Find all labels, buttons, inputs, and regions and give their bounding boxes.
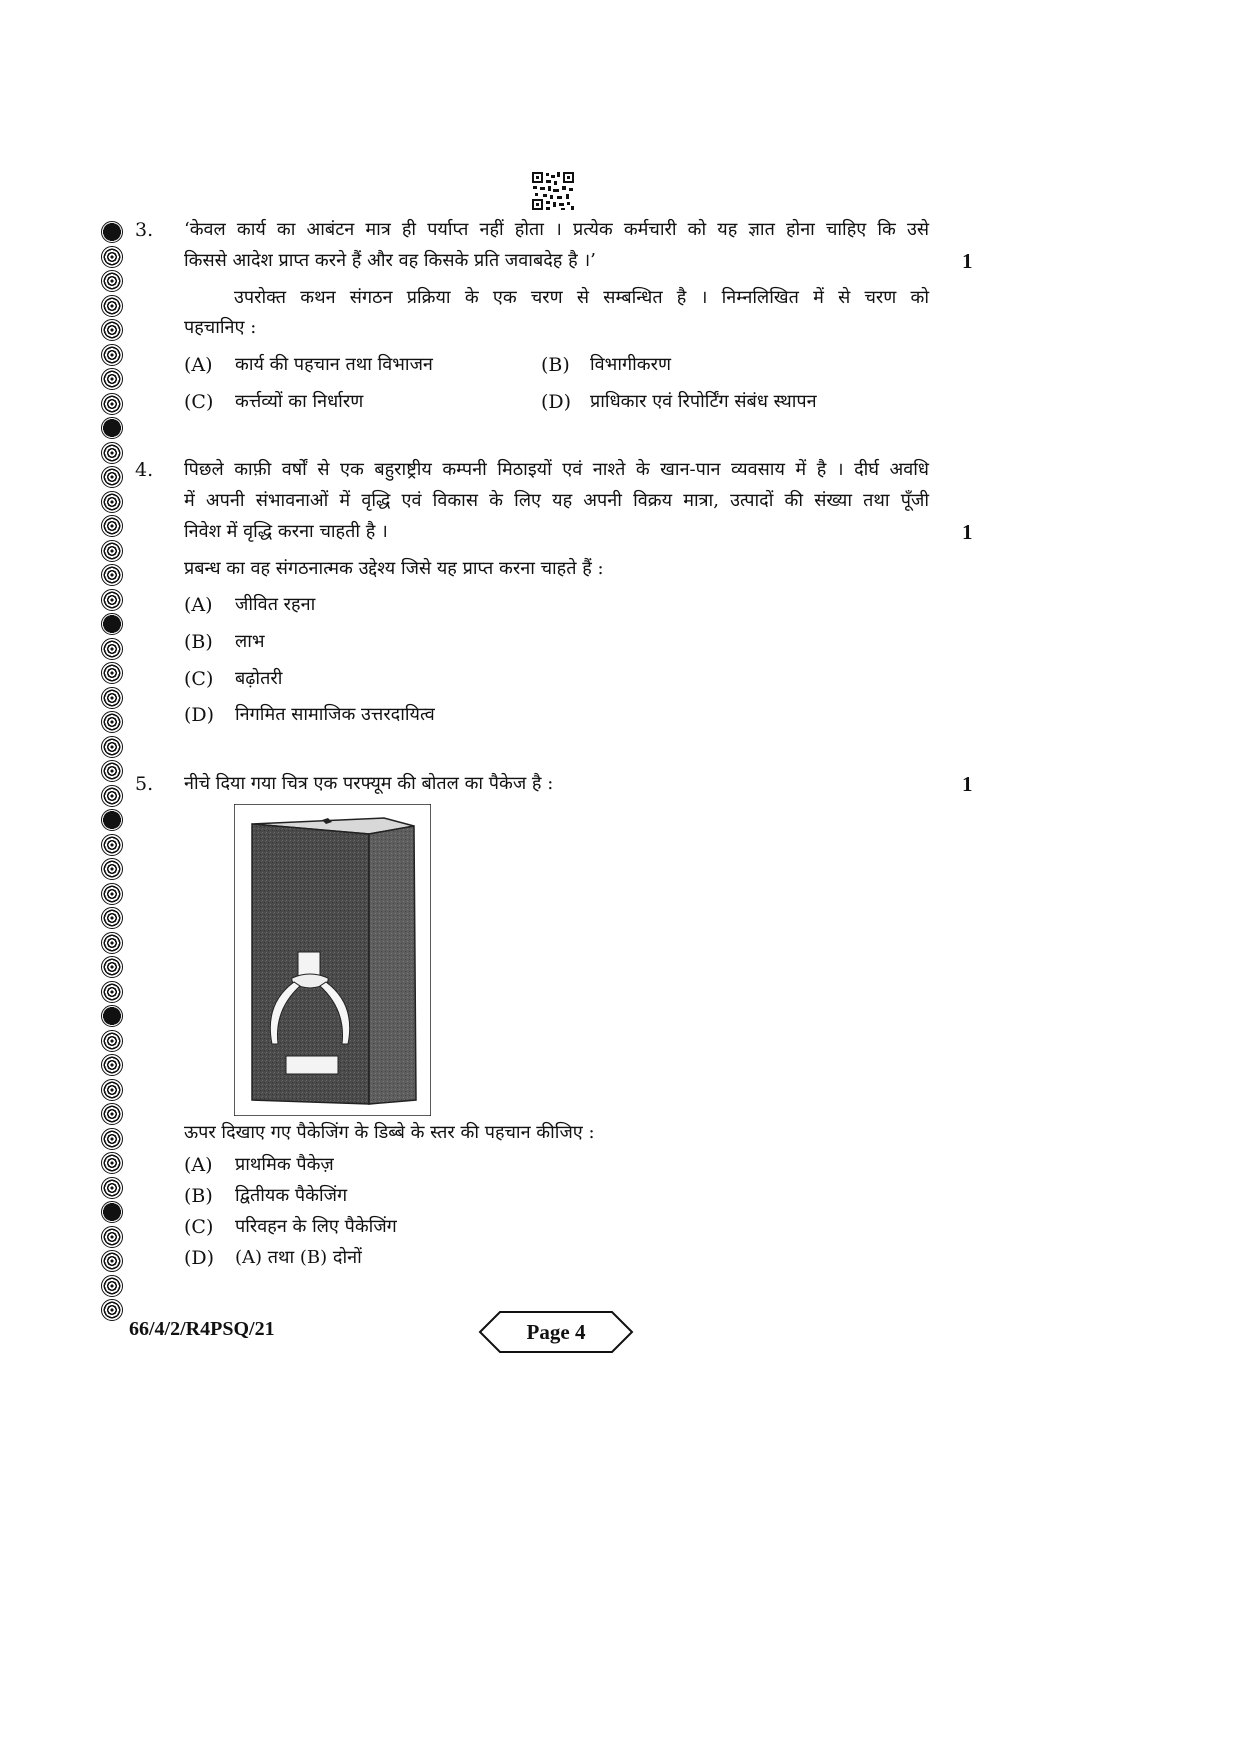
concentric-circle-icon [101,589,123,611]
solid-circle-icon [101,1201,123,1223]
concentric-circle-icon [101,515,123,537]
solid-circle-icon [101,417,123,439]
concentric-circle-icon [101,1054,123,1076]
question-4-marks: 1 [962,520,973,544]
margin-circle-strip [101,221,127,1324]
question-3-option-a: कार्य की पहचान तथा विभाजन [235,354,433,375]
concentric-circle-icon [101,295,123,317]
concentric-circle-icon [101,785,123,807]
concentric-circle-icon [101,1250,123,1272]
question-4-option-d: निगमित सामाजिक उत्तरदायित्व [235,704,435,725]
question-3-number: 3. [135,219,154,241]
question-4-option-c: बढ़ोतरी [235,668,283,689]
concentric-circle-icon [101,858,123,880]
concentric-circle-icon [101,246,123,268]
perfume-box-image [234,804,431,1116]
concentric-circle-icon [101,1152,123,1174]
question-3-marks: 1 [962,249,973,273]
concentric-circle-icon [101,1299,123,1321]
concentric-circle-icon [101,711,123,733]
concentric-circle-icon [101,368,123,390]
question-4-text-line-3: निवेश में वृद्धि करना चाहती है । [184,521,388,542]
page-number-badge [478,1310,634,1354]
question-4-option-c-label: (C) [184,668,214,690]
qr-code-icon [531,171,575,211]
question-3-option-c: कर्त्तव्यों का निर्धारण [235,391,364,412]
solid-circle-icon [101,221,123,243]
question-5-option-d: (A) तथा (B) दोनों [235,1247,362,1268]
question-5-option-a-label: (A) [184,1154,213,1176]
question-3-option-c-label: (C) [184,391,214,413]
concentric-circle-icon [101,638,123,660]
question-5-text: नीचे दिया गया चित्र एक परफ्यूम की बोतल का पैकेज है : [184,773,554,794]
question-5-option-c-label: (C) [184,1216,214,1238]
concentric-circle-icon [101,491,123,513]
concentric-circle-icon [101,687,123,709]
question-5-option-a: प्राथमिक पैकेज़ [235,1154,334,1175]
question-3-option-a-label: (A) [184,354,213,376]
concentric-circle-icon [101,344,123,366]
question-5-option-b: द्वितीयक पैकेजिंग [235,1185,348,1206]
concentric-circle-icon [101,834,123,856]
question-4-text-line-2: में अपनी संभावनाओं में वृद्धि एवं विकास के लिए यह अपनी विक्रय मात्रा, उत्पादों की संख्या तथा पूँजी [184,490,929,511]
concentric-circle-icon [101,1226,123,1248]
concentric-circle-icon [101,393,123,415]
question-4-option-b-label: (B) [184,631,213,653]
concentric-circle-icon [101,270,123,292]
concentric-circle-icon [101,662,123,684]
concentric-circle-icon [101,736,123,758]
question-4-option-a-label: (A) [184,594,213,616]
question-4-stem: प्रबन्ध का वह संगठनात्मक उद्देश्य जिसे यह प्राप्त करना चाहते हैं : [184,558,604,579]
concentric-circle-icon [101,1103,123,1125]
question-3-stem-line-1: उपरोक्त कथन संगठन प्रक्रिया के एक चरण से सम्बन्धित है । निम्नलिखित में से चरण को [234,287,929,308]
solid-circle-icon [101,809,123,831]
concentric-circle-icon [101,907,123,929]
question-3-stem-line-2: पहचानिए : [184,317,257,338]
question-5-stem: ऊपर दिखाए गए पैकेजिंग के डिब्बे के स्तर की पहचान कीजिए : [184,1122,595,1143]
concentric-circle-icon [101,1079,123,1101]
concentric-circle-icon [101,956,123,978]
concentric-circle-icon [101,932,123,954]
concentric-circle-icon [101,466,123,488]
concentric-circle-icon [101,540,123,562]
concentric-circle-icon [101,1177,123,1199]
question-3-option-b: विभागीकरण [590,354,671,375]
question-4-number: 4. [135,459,154,481]
question-4-option-b: लाभ [235,631,265,652]
solid-circle-icon [101,613,123,635]
concentric-circle-icon [101,1128,123,1150]
concentric-circle-icon [101,319,123,341]
question-3-text-line-1: ‘केवल कार्य का आबंटन मात्र ही पर्याप्त नहीं होता । प्रत्येक कर्मचारी को यह ज्ञात होना चाहिए कि उसे [184,219,929,240]
concentric-circle-icon [101,1030,123,1052]
question-5-option-c: परिवहन के लिए पैकेजिंग [235,1216,397,1237]
concentric-circle-icon [101,442,123,464]
question-5-marks: 1 [962,772,973,796]
question-5-option-d-label: (D) [184,1247,215,1269]
question-3-text-line-2: किससे आदेश प्राप्त करने हैं और वह किसके प्रति जवाबदेह है ।’ [184,250,596,271]
question-5-number: 5. [135,773,154,795]
question-3-option-b-label: (B) [541,354,570,376]
question-5-option-b-label: (B) [184,1185,213,1207]
question-3-option-d-label: (D) [541,391,572,413]
paper-code: 66/4/2/R4PSQ/21 [129,1318,275,1340]
concentric-circle-icon [101,1275,123,1297]
concentric-circle-icon [101,564,123,586]
question-3-option-d: प्राधिकार एवं रिपोर्टिंग संबंध स्थापन [590,391,817,412]
concentric-circle-icon [101,981,123,1003]
solid-circle-icon [101,1005,123,1027]
concentric-circle-icon [101,883,123,905]
concentric-circle-icon [101,760,123,782]
page-number: Page 4 [526,1320,586,1344]
question-4-option-d-label: (D) [184,704,215,726]
question-4-text-line-1: पिछले काफ़ी वर्षों से एक बहुराष्ट्रीय कम्पनी मिठाइयों एवं नाश्ते के खान-पान व्यवसाय में है । दीर्घ अवधि [184,459,929,480]
question-4-option-a: जीवित रहना [235,594,316,615]
